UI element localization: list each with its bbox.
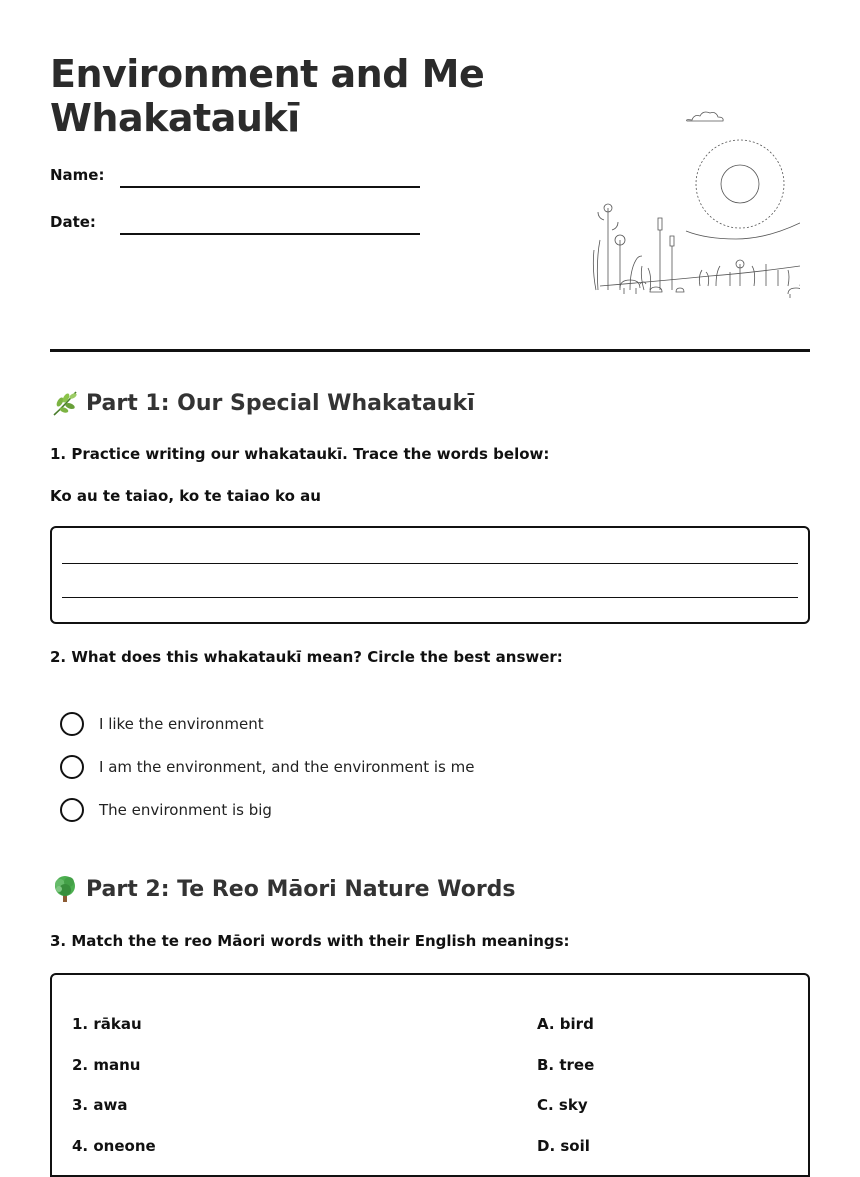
answer-option-2[interactable]: [60, 754, 474, 780]
trace-line[interactable]: [62, 563, 798, 564]
option-label: I am the environment, and the environment is me: [99, 758, 475, 776]
name-field[interactable]: [50, 166, 420, 196]
maori-word-3[interactable]: 3. awa: [72, 1096, 128, 1114]
flower-icon: [598, 204, 618, 290]
worksheet-page: [50, 0, 810, 1155]
question-1: 1. Practice writing our whakataukī. Trace the words below:: [50, 445, 550, 463]
title-line-2: Whakataukī: [50, 96, 300, 140]
english-word-b[interactable]: B. tree: [537, 1056, 595, 1074]
header-divider: [50, 349, 810, 352]
lamb-icon: [620, 280, 646, 294]
worksheet-header: [50, 0, 810, 350]
part2-title: [50, 874, 516, 904]
name-line[interactable]: [120, 186, 420, 188]
sun-icon: [696, 140, 784, 228]
date-field[interactable]: [50, 213, 420, 243]
english-word-c[interactable]: C. sky: [537, 1096, 588, 1114]
answer-option-1[interactable]: [60, 711, 264, 737]
radio-circle-icon[interactable]: [60, 712, 84, 736]
option-label: I like the environment: [99, 715, 264, 733]
title-line-1: Environment and Me: [50, 52, 485, 96]
option-label: The environment is big: [99, 801, 272, 819]
english-word-d[interactable]: D. soil: [537, 1137, 590, 1155]
tree-icon: [50, 874, 80, 904]
trace-line[interactable]: [62, 597, 798, 598]
maori-word-1[interactable]: 1. rākau: [72, 1015, 142, 1033]
date-label: Date:: [50, 213, 96, 231]
answer-option-3[interactable]: [60, 797, 272, 823]
radio-circle-icon[interactable]: [60, 755, 84, 779]
page-title: [50, 52, 484, 140]
maori-word-2[interactable]: 2. manu: [72, 1056, 141, 1074]
maori-word-4[interactable]: 4. oneone: [72, 1137, 156, 1155]
herb-icon: [50, 388, 80, 418]
date-line[interactable]: [120, 233, 420, 235]
cloud-icon: [687, 112, 724, 121]
part2-title-text: Part 2: Te Reo Māori Nature Words: [86, 876, 516, 902]
nature-illustration: [540, 100, 800, 310]
english-word-a[interactable]: A. bird: [537, 1015, 594, 1033]
matching-box: [50, 973, 810, 1177]
question-3: 3. Match the te reo Māori words with their English meanings:: [50, 932, 570, 950]
part1-title-text: Part 1: Our Special Whakataukī: [86, 390, 475, 416]
trace-box[interactable]: [50, 526, 810, 624]
part1-title: [50, 388, 475, 418]
radio-circle-icon[interactable]: [60, 798, 84, 822]
question-2: 2. What does this whakataukī mean? Circle the best answer:: [50, 648, 563, 666]
proverb-text: Ko au te taiao, ko te taiao ko au: [50, 487, 321, 505]
name-label: Name:: [50, 166, 105, 184]
